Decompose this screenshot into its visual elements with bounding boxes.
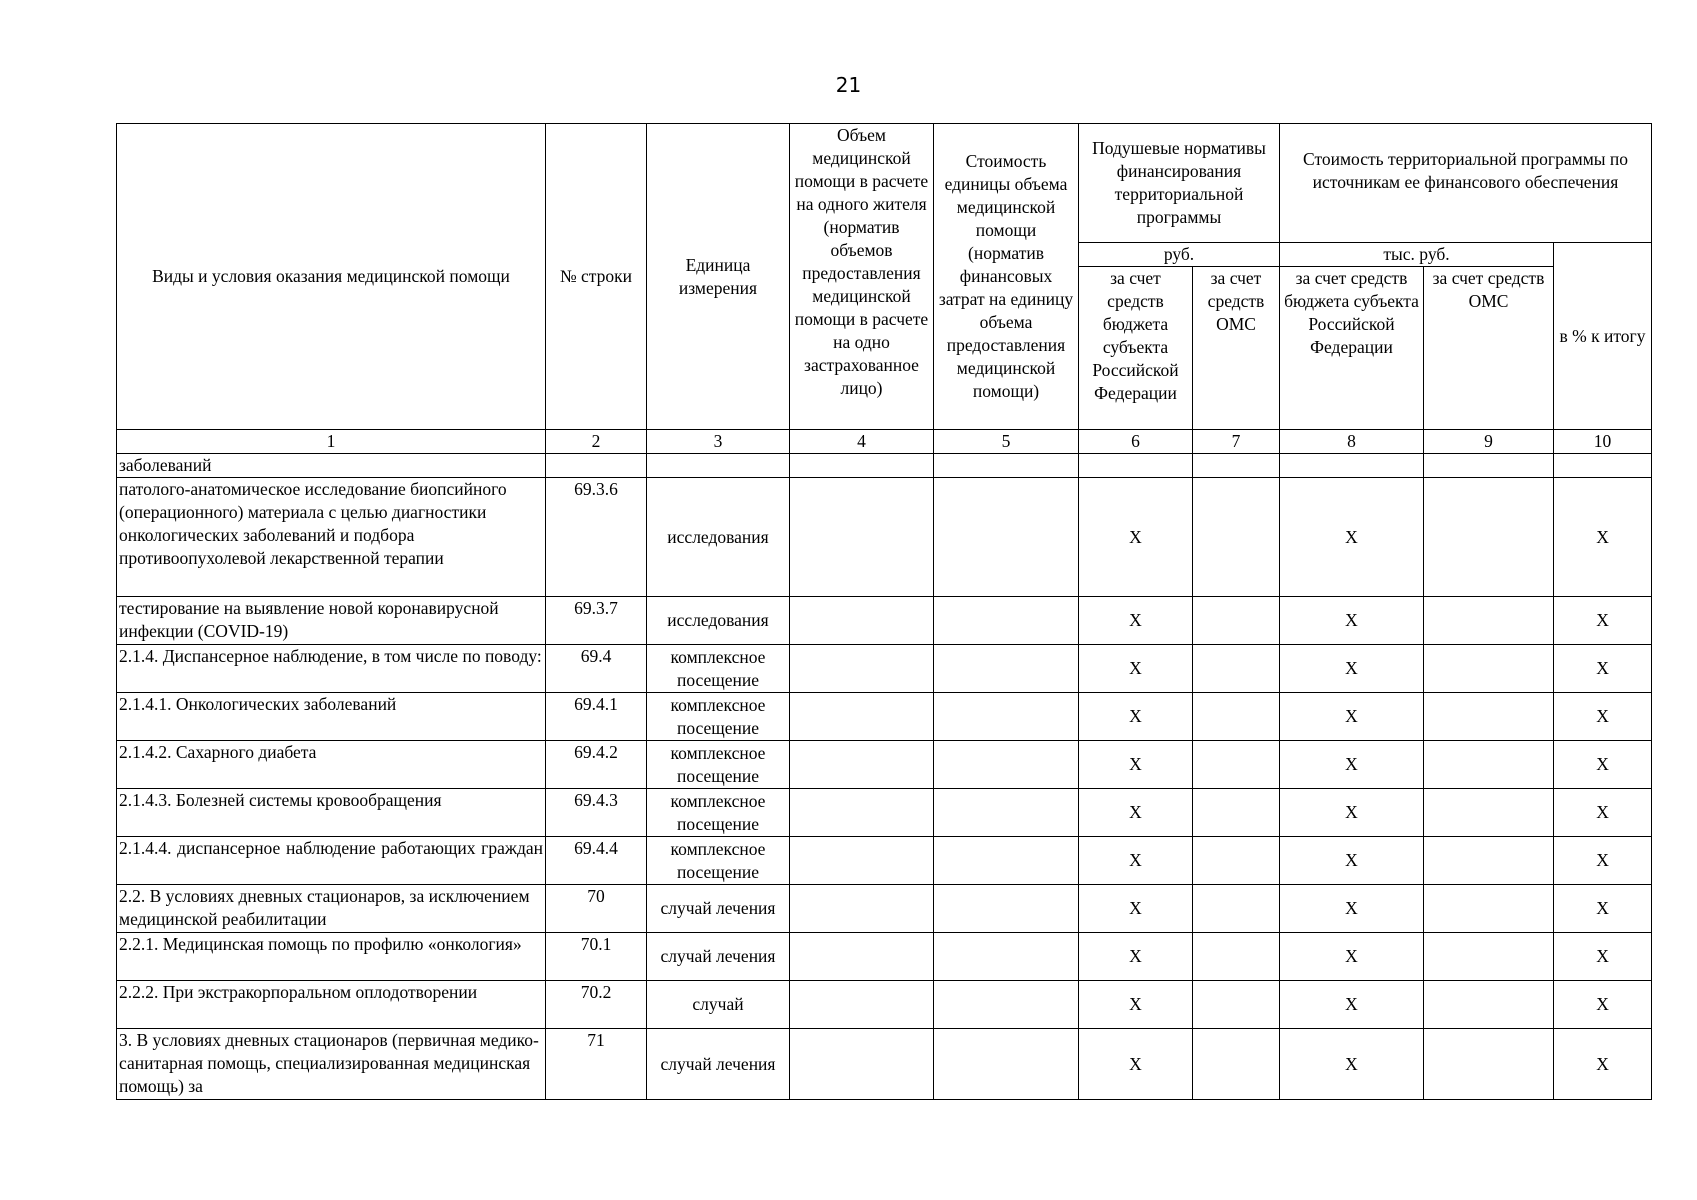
cell-percapita-budget: Х	[1079, 1029, 1193, 1100]
cell-percapita-budget: Х	[1079, 933, 1193, 981]
header-unit-of-measure: Единица измерения	[647, 124, 790, 430]
row-code: 69.3.6	[546, 478, 647, 597]
cell-percent: Х	[1554, 789, 1652, 837]
cell-volume	[790, 478, 934, 597]
cell-cost-budget: Х	[1280, 597, 1424, 645]
table-row	[117, 597, 1652, 645]
cell-cost-oms	[1424, 837, 1554, 885]
row-code: 69.3.7	[546, 597, 647, 645]
header-percent-of-total: в % к итогу	[1554, 243, 1652, 430]
cell-volume	[790, 1029, 934, 1100]
row-code: 69.4.3	[546, 789, 647, 837]
column-number: 4	[790, 430, 934, 454]
header-row-number: № строки	[546, 124, 647, 430]
row-unit: комплексное посещение	[647, 741, 790, 789]
row-name: 2.2. В условиях дневных стационаров, за исключением медицинской реабилитации	[117, 885, 546, 933]
column-number: 2	[546, 430, 647, 454]
cell-percapita-budget	[1079, 454, 1193, 478]
header-unit-thousand-rub: тыс. руб.	[1280, 243, 1554, 267]
cell-volume	[790, 837, 934, 885]
cell-cost-oms	[1424, 454, 1554, 478]
cell-volume	[790, 981, 934, 1029]
cell-unit-cost	[934, 789, 1079, 837]
cell-percapita-oms	[1193, 981, 1280, 1029]
cell-volume	[790, 789, 934, 837]
cell-percapita-oms	[1193, 693, 1280, 741]
row-unit: исследования	[647, 478, 790, 597]
cell-unit-cost	[934, 645, 1079, 693]
table-row	[117, 645, 1652, 693]
row-unit: исследования	[647, 597, 790, 645]
cell-volume	[790, 693, 934, 741]
cell-cost-budget: Х	[1280, 478, 1424, 597]
cell-percapita-budget: Х	[1079, 981, 1193, 1029]
header-cost-oms: за счет средств ОМС	[1424, 267, 1554, 430]
cell-percapita-oms	[1193, 933, 1280, 981]
cell-cost-budget: Х	[1280, 1029, 1424, 1100]
row-unit	[647, 454, 790, 478]
cell-percapita-oms	[1193, 645, 1280, 693]
row-unit: комплексное посещение	[647, 693, 790, 741]
cell-cost-oms	[1424, 1029, 1554, 1100]
cell-percent: Х	[1554, 645, 1652, 693]
row-code: 70.1	[546, 933, 647, 981]
cell-percent: Х	[1554, 885, 1652, 933]
cell-percapita-budget: Х	[1079, 789, 1193, 837]
cell-cost-oms	[1424, 741, 1554, 789]
cell-volume	[790, 597, 934, 645]
cell-cost-oms	[1424, 933, 1554, 981]
cell-unit-cost	[934, 837, 1079, 885]
row-code: 70	[546, 885, 647, 933]
column-number: 7	[1193, 430, 1280, 454]
row-name: тестирование на выявление новой коронавирусной инфекции (COVID-19)	[117, 597, 546, 645]
page-number: 21	[835, 73, 862, 97]
row-name: 2.1.4.4. диспансерное наблюдение работающих граждан	[117, 837, 546, 885]
cell-cost-budget: Х	[1280, 693, 1424, 741]
row-unit: комплексное посещение	[647, 789, 790, 837]
table-row	[117, 454, 1652, 478]
cell-cost-oms	[1424, 645, 1554, 693]
row-name: 3. В условиях дневных стационаров (первичная медико-санитарная помощь, специализированная медицинская помощь) за	[117, 1029, 546, 1100]
row-name: 2.1.4.1. Онкологических заболеваний	[117, 693, 546, 741]
cell-percent: Х	[1554, 933, 1652, 981]
cell-cost-oms	[1424, 693, 1554, 741]
table-row	[117, 981, 1652, 1029]
cell-cost-budget: Х	[1280, 885, 1424, 933]
row-unit: случай лечения	[647, 885, 790, 933]
cell-percapita-oms	[1193, 837, 1280, 885]
cell-percent: Х	[1554, 741, 1652, 789]
cell-percapita-budget: Х	[1079, 837, 1193, 885]
row-code: 69.4	[546, 645, 647, 693]
table-row	[117, 693, 1652, 741]
cell-volume	[790, 741, 934, 789]
row-code: 69.4.4	[546, 837, 647, 885]
cell-unit-cost	[934, 741, 1079, 789]
table-row	[117, 741, 1652, 789]
cell-percent: Х	[1554, 478, 1652, 597]
row-code: 69.4.2	[546, 741, 647, 789]
cell-percapita-oms	[1193, 741, 1280, 789]
row-code: 71	[546, 1029, 647, 1100]
header-program-cost: Стоимость территориальной программы по источникам ее финансового обеспечения	[1280, 124, 1652, 243]
cell-percapita-oms	[1193, 478, 1280, 597]
row-code: 70.2	[546, 981, 647, 1029]
cell-percent: Х	[1554, 693, 1652, 741]
cell-percent: Х	[1554, 837, 1652, 885]
header-type-of-care: Виды и условия оказания медицинской помощи	[117, 124, 546, 430]
cell-percapita-oms	[1193, 1029, 1280, 1100]
table-row	[117, 885, 1652, 933]
row-code	[546, 454, 647, 478]
header-unit-rub: руб.	[1079, 243, 1280, 267]
cell-percapita-budget: Х	[1079, 693, 1193, 741]
cell-cost-budget: Х	[1280, 741, 1424, 789]
row-unit: случай	[647, 981, 790, 1029]
cell-volume	[790, 885, 934, 933]
cell-cost-budget: Х	[1280, 789, 1424, 837]
column-number: 1	[117, 430, 546, 454]
column-number: 10	[1554, 430, 1652, 454]
row-name: 2.1.4. Диспансерное наблюдение, в том числе по поводу:	[117, 645, 546, 693]
cell-volume	[790, 933, 934, 981]
cell-cost-oms	[1424, 597, 1554, 645]
column-number: 8	[1280, 430, 1424, 454]
cell-percapita-oms	[1193, 789, 1280, 837]
column-number-row	[117, 430, 1652, 454]
row-code: 69.4.1	[546, 693, 647, 741]
table-row	[117, 1029, 1652, 1100]
cell-percent: Х	[1554, 597, 1652, 645]
cell-volume	[790, 454, 934, 478]
program-cost-table	[116, 123, 1652, 1100]
cell-percapita-oms	[1193, 597, 1280, 645]
cell-cost-oms	[1424, 885, 1554, 933]
cell-percent	[1554, 454, 1652, 478]
cell-unit-cost	[934, 981, 1079, 1029]
cell-percapita-budget: Х	[1079, 741, 1193, 789]
cell-cost-oms	[1424, 478, 1554, 597]
cell-percapita-budget: Х	[1079, 885, 1193, 933]
header-percapita-oms: за счет средств ОМС	[1193, 267, 1280, 430]
row-unit: случай лечения	[647, 933, 790, 981]
column-number: 5	[934, 430, 1079, 454]
cell-unit-cost	[934, 454, 1079, 478]
cell-percapita-oms	[1193, 885, 1280, 933]
column-number: 3	[647, 430, 790, 454]
cell-cost-budget	[1280, 454, 1424, 478]
cell-percapita-oms	[1193, 454, 1280, 478]
cell-unit-cost	[934, 885, 1079, 933]
cell-percent: Х	[1554, 1029, 1652, 1100]
cell-unit-cost	[934, 693, 1079, 741]
cell-percapita-budget: Х	[1079, 645, 1193, 693]
row-unit: случай лечения	[647, 1029, 790, 1100]
row-name: 2.1.4.2. Сахарного диабета	[117, 741, 546, 789]
table-row	[117, 789, 1652, 837]
cell-cost-budget: Х	[1280, 933, 1424, 981]
row-name: 2.2.2. При экстракорпоральном оплодотворении	[117, 981, 546, 1029]
header-unit-cost: Стоимость единицы объема медицинской помощи (норматив финансовых затрат на единицу объема предоставления медицинской помощи)	[934, 124, 1079, 430]
row-name: патолого-анатомическое исследование биопсийного (операционного) материала с целью диагностики онкологических заболеваний и подбора противоопухолевой лекарственной терапии	[117, 478, 546, 597]
row-unit: комплексное посещение	[647, 837, 790, 885]
cell-unit-cost	[934, 597, 1079, 645]
cell-cost-oms	[1424, 789, 1554, 837]
cell-unit-cost	[934, 933, 1079, 981]
cell-cost-budget: Х	[1280, 981, 1424, 1029]
column-number: 6	[1079, 430, 1193, 454]
header-volume-per-resident: Объем медицинской помощи в расчете на одного жителя (норматив объемов предоставления медицинской помощи в расчете на одно застрахованное лицо)	[790, 124, 934, 430]
header-per-capita-norms: Подушевые нормативы финансирования территориальной программы	[1079, 124, 1280, 243]
header-cost-budget: за счет средств бюджета субъекта Российской Федерации	[1280, 267, 1424, 430]
cell-cost-oms	[1424, 981, 1554, 1029]
row-name: 2.1.4.3. Болезней системы кровообращения	[117, 789, 546, 837]
row-unit: комплексное посещение	[647, 645, 790, 693]
cell-percent: Х	[1554, 981, 1652, 1029]
cell-unit-cost	[934, 1029, 1079, 1100]
cell-cost-budget: Х	[1280, 837, 1424, 885]
cell-cost-budget: Х	[1280, 645, 1424, 693]
cell-percapita-budget: Х	[1079, 478, 1193, 597]
row-name: заболеваний	[117, 454, 546, 478]
cell-percapita-budget: Х	[1079, 597, 1193, 645]
table-row	[117, 478, 1652, 597]
table-row	[117, 837, 1652, 885]
row-name: 2.2.1. Медицинская помощь по профилю «онкология»	[117, 933, 546, 981]
table-row	[117, 933, 1652, 981]
column-number: 9	[1424, 430, 1554, 454]
header-percapita-budget: за счет средств бюджета субъекта Российской Федерации	[1079, 267, 1193, 430]
cell-volume	[790, 645, 934, 693]
cell-unit-cost	[934, 478, 1079, 597]
